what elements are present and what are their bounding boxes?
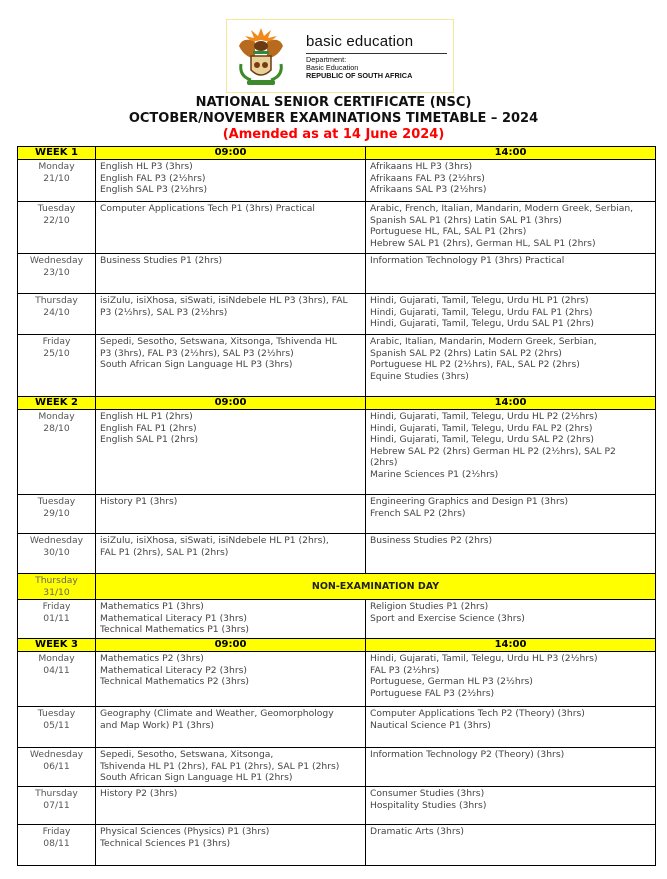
day-name: Thursday (35, 295, 78, 306)
exam-paper: Portuguese FAL P3 (2½hrs) (370, 687, 495, 699)
non-examination-day-label: NON-EXAMINATION DAY (96, 574, 656, 600)
morning-exams-cell (96, 652, 366, 707)
week-label: WEEK 2 (18, 397, 96, 410)
exam-paper: Hindi, Gujarati, Tamil, Telegu, Urdu HL P1 (2hrs) (370, 295, 589, 306)
day-cell (18, 707, 96, 748)
exam-day-row (18, 160, 656, 202)
day-cell (18, 600, 96, 639)
title-line-1: NATIONAL SENIOR CERTIFICATE (NSC) (195, 95, 472, 110)
exam-paper: English SAL P3 (2½hrs) (100, 184, 208, 196)
coat-of-arms-icon (233, 24, 289, 88)
exam-paper: Consumer Studies (3hrs) (370, 788, 485, 799)
day-date: 29/10 (43, 507, 70, 519)
exam-paper: Religion Studies P1 (2hrs) (370, 601, 489, 612)
time-slot-afternoon: 14:00 (366, 397, 656, 410)
department-text (306, 56, 412, 80)
day-cell (18, 748, 96, 787)
morning-exams-cell (96, 294, 366, 335)
exam-paper: Marine Sciences P1 (2½hrs) (370, 468, 499, 480)
day-cell (18, 574, 96, 600)
day-cell (18, 787, 96, 825)
exam-paper: South African Sign Language HL P1 (2hrs) (100, 772, 293, 784)
exam-paper: English HL P1 (2hrs) (100, 411, 193, 422)
exam-paper: Sepedi, Sesotho, Setswana, Xitsonga, Tshivenda HL (100, 336, 337, 347)
exam-paper: Spanish SAL P1 (2hrs) Latin SAL P1 (3hrs) (370, 214, 562, 226)
afternoon-exams-cell (366, 202, 656, 254)
exam-paper: Tshivenda HL P1 (2hrs), FAL P1 (2hrs), SAL P1 (2hrs) (100, 760, 340, 772)
exam-paper: Computer Applications Tech P1 (3hrs) Practical (100, 203, 315, 214)
day-name: Wednesday (29, 749, 84, 760)
exam-paper: FAL P1 (2hrs), SAL P1 (2hrs) (100, 546, 229, 558)
exam-paper: Nautical Science P1 (3hrs) (370, 719, 491, 731)
exam-paper: Mathematics P2 (3hrs) (100, 653, 204, 664)
day-name: Wednesday (29, 535, 84, 546)
morning-exams-cell (96, 707, 366, 748)
day-date: 25/10 (43, 347, 70, 359)
exam-paper: Sport and Exercise Science (3hrs) (370, 612, 525, 624)
day-cell (18, 534, 96, 574)
exam-paper: Afrikaans SAL P3 (2½hrs) (370, 184, 487, 196)
title-line-2: OCTOBER/NOVEMBER EXAMINATIONS TIMETABLE – 2024 (128, 111, 539, 126)
exam-day-row (18, 825, 656, 866)
morning-exams-cell (96, 748, 366, 787)
exam-paper: Afrikaans HL P3 (3hrs) (370, 161, 473, 172)
exam-paper: P3 (2½hrs), SAL P3 (2½hrs) (100, 306, 228, 318)
day-name: Monday (38, 411, 75, 422)
week-header-row (18, 397, 656, 410)
morning-exams-cell (96, 254, 366, 294)
exam-day-row (18, 335, 656, 397)
afternoon-exams-cell (366, 534, 656, 574)
week-label: WEEK 1 (18, 147, 96, 160)
day-name: Wednesday (29, 255, 84, 266)
exam-paper: Portuguese, German HL P3 (2½hrs) (370, 676, 533, 688)
exam-paper: Geography (Climate and Weather, Geomorphology (100, 708, 334, 719)
time-slot-morning: 09:00 (96, 147, 366, 160)
brand-divider (306, 53, 447, 54)
day-date: 08/11 (43, 837, 70, 849)
exam-paper: Hebrew SAL P1 (2hrs), German HL, SAL P1 (2hrs) (370, 237, 596, 249)
day-name: Monday (38, 161, 75, 172)
day-date: 22/10 (43, 214, 70, 226)
morning-exams-cell (96, 825, 366, 866)
exam-day-row (18, 495, 656, 534)
time-slot-morning: 09:00 (96, 397, 366, 410)
exam-paper: isiZulu, isiXhosa, siSwati, isiNdebele HL P3 (3hrs), FAL (100, 295, 348, 306)
week-label: WEEK 3 (18, 639, 96, 652)
afternoon-exams-cell (366, 707, 656, 748)
day-name: Thursday (35, 788, 78, 799)
day-cell (18, 335, 96, 397)
exam-paper: and Map Work) P1 (3hrs) (100, 719, 214, 731)
exam-day-row (18, 707, 656, 748)
day-name: Tuesday (37, 203, 76, 214)
exam-day-row (18, 254, 656, 294)
day-name: Friday (42, 601, 71, 612)
day-name: Friday (42, 336, 71, 347)
exam-paper: Technical Mathematics P2 (3hrs) (100, 676, 249, 688)
week-header-row (18, 639, 656, 652)
day-cell (18, 160, 96, 202)
exam-paper: Business Studies P1 (2hrs) (100, 255, 223, 266)
exam-paper: isiZulu, isiXhosa, siSwati, isiNdebele HL P1 (2hrs), (100, 535, 329, 546)
afternoon-exams-cell (366, 254, 656, 294)
exam-paper: FAL P3 (2½hrs) (370, 664, 440, 676)
exam-day-row (18, 787, 656, 825)
exam-paper: Hindi, Gujarati, Tamil, Telegu, Urdu SAL P1 (2hrs) (370, 318, 595, 330)
exam-paper: P3 (3hrs), FAL P3 (2½hrs), SAL P3 (2½hrs) (100, 347, 294, 359)
dbe-logo (226, 19, 454, 93)
exam-paper: History P1 (3hrs) (100, 496, 178, 507)
exam-paper: History P2 (3hrs) (100, 788, 178, 799)
exam-paper: Technical Sciences P1 (3hrs) (100, 837, 231, 849)
day-cell (18, 652, 96, 707)
exam-paper: Engineering Graphics and Design P1 (3hrs) (370, 496, 569, 507)
exam-paper: Equine Studies (3hrs) (370, 370, 469, 382)
afternoon-exams-cell (366, 787, 656, 825)
day-date: 30/10 (43, 546, 70, 558)
afternoon-exams-cell (366, 335, 656, 397)
exam-paper: Spanish SAL P2 (2hrs) Latin SAL P2 (2hrs) (370, 347, 562, 359)
exam-day-row (18, 574, 656, 600)
exam-paper: Computer Applications Tech P2 (Theory) (3hrs) (370, 708, 585, 719)
morning-exams-cell (96, 600, 366, 639)
day-name: Monday (38, 653, 75, 664)
exam-paper: English FAL P3 (2½hrs) (100, 172, 206, 184)
day-name: Tuesday (37, 708, 76, 719)
exam-paper: Arabic, French, Italian, Mandarin, Modern Greek, Serbian, (370, 203, 634, 214)
exam-paper: Mathematics P1 (3hrs) (100, 601, 204, 612)
day-cell (18, 410, 96, 495)
exam-day-row (18, 652, 656, 707)
day-date: 23/10 (43, 266, 70, 278)
exam-day-row (18, 534, 656, 574)
exam-paper: Arabic, Italian, Mandarin, Modern Greek, Serbian, (370, 336, 597, 347)
week-header-row (18, 147, 656, 160)
exam-paper: French SAL P2 (2hrs) (370, 507, 466, 519)
time-slot-afternoon: 14:00 (366, 147, 656, 160)
day-date: 05/11 (43, 719, 70, 731)
exam-paper: English FAL P1 (2hrs) (100, 422, 197, 434)
exam-day-row (18, 202, 656, 254)
afternoon-exams-cell (366, 294, 656, 335)
exam-paper: Mathematical Literacy P2 (3hrs) (100, 664, 247, 676)
exam-paper: Business Studies P2 (2hrs) (370, 535, 493, 546)
exam-paper: Hindi, Gujarati, Tamil, Telegu, Urdu FAL P1 (2hrs) (370, 306, 593, 318)
exam-paper: Portuguese HL P2 (2½hrs), FAL, SAL P2 (2hrs) (370, 359, 580, 371)
timetable (17, 146, 656, 866)
day-date: 06/11 (43, 760, 70, 772)
exam-paper: Hindi, Gujarati, Tamil, Telegu, Urdu FAL P2 (2hrs) (370, 422, 593, 434)
exam-paper: (2hrs) (370, 457, 398, 469)
day-cell (18, 495, 96, 534)
afternoon-exams-cell (366, 652, 656, 707)
exam-paper: Hindi, Gujarati, Tamil, Telegu, Urdu HL P2 (2½hrs) (370, 411, 598, 422)
day-cell (18, 254, 96, 294)
time-slot-morning: 09:00 (96, 639, 366, 652)
morning-exams-cell (96, 787, 366, 825)
exam-paper: South African Sign Language HL P3 (3hrs) (100, 359, 293, 371)
morning-exams-cell (96, 534, 366, 574)
department-label: Department: (306, 55, 347, 64)
day-cell (18, 294, 96, 335)
day-date: 28/10 (43, 422, 70, 434)
exam-paper: Hindi, Gujarati, Tamil, Telegu, Urdu SAL P2 (2hrs) (370, 434, 595, 446)
afternoon-exams-cell (366, 160, 656, 202)
exam-day-row (18, 410, 656, 495)
afternoon-exams-cell (366, 825, 656, 866)
exam-paper: Mathematical Literacy P1 (3hrs) (100, 612, 247, 624)
afternoon-exams-cell (366, 748, 656, 787)
day-date: 01/11 (43, 612, 70, 624)
exam-paper: Portuguese HL, FAL, SAL P1 (2hrs) (370, 226, 527, 238)
day-name: Thursday (35, 575, 78, 586)
exam-paper: Sepedi, Sesotho, Setswana, Xitsonga, (100, 749, 274, 760)
time-slot-afternoon: 14:00 (366, 639, 656, 652)
exam-paper: Technical Mathematics P1 (3hrs) (100, 624, 249, 636)
day-cell (18, 825, 96, 866)
day-date: 07/11 (43, 799, 70, 811)
exam-day-row (18, 294, 656, 335)
day-date: 21/10 (43, 172, 70, 184)
exam-paper: Hindi, Gujarati, Tamil, Telegu, Urdu HL P3 (2½hrs) (370, 653, 598, 664)
day-name: Friday (42, 826, 71, 837)
exam-paper: Hospitality Studies (3hrs) (370, 799, 487, 811)
department-name: Basic Education (306, 63, 359, 72)
exam-day-row (18, 600, 656, 639)
exam-paper: Afrikaans FAL P3 (2½hrs) (370, 172, 485, 184)
exam-paper: Information Technology P2 (Theory) (3hrs) (370, 749, 565, 760)
day-date: 24/10 (43, 306, 70, 318)
exam-paper: English SAL P1 (2hrs) (100, 434, 199, 446)
brand-name: basic education (306, 33, 414, 50)
day-date: 31/10 (43, 586, 70, 598)
exam-paper: Dramatic Arts (3hrs) (370, 826, 464, 837)
morning-exams-cell (96, 410, 366, 495)
exam-paper: Hebrew SAL P2 (2hrs) German HL P2 (2½hrs), SAL P2 (370, 445, 616, 457)
exam-paper: Information Technology P1 (3hrs) Practical (370, 255, 565, 266)
exam-paper: Physical Sciences (Physics) P1 (3hrs) (100, 826, 270, 837)
day-name: Tuesday (37, 496, 76, 507)
exam-paper: English HL P3 (3hrs) (100, 161, 193, 172)
afternoon-exams-cell (366, 600, 656, 639)
amended-note: (Amended as at 14 June 2024) (222, 127, 445, 142)
exam-day-row (18, 748, 656, 787)
morning-exams-cell (96, 202, 366, 254)
afternoon-exams-cell (366, 410, 656, 495)
country-name: REPUBLIC OF SOUTH AFRICA (306, 71, 413, 80)
morning-exams-cell (96, 160, 366, 202)
morning-exams-cell (96, 495, 366, 534)
day-cell (18, 202, 96, 254)
day-date: 04/11 (43, 664, 70, 676)
afternoon-exams-cell (366, 495, 656, 534)
morning-exams-cell (96, 335, 366, 397)
